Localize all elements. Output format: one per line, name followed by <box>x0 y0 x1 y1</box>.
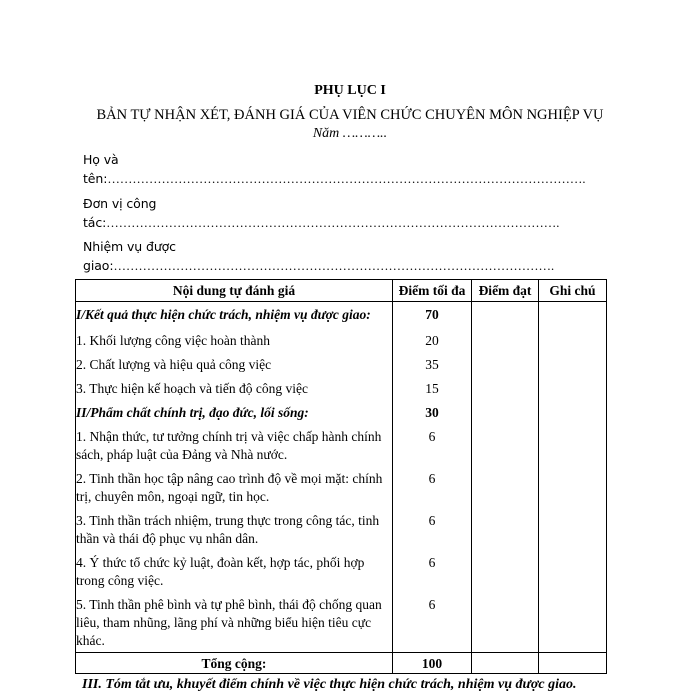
max-score: 6 <box>393 550 472 592</box>
section-row <box>76 302 607 327</box>
achieved-score-cell[interactable] <box>472 424 539 466</box>
achieved-score-cell[interactable] <box>472 376 539 400</box>
total-row <box>76 653 607 674</box>
note-cell[interactable] <box>539 326 607 352</box>
note-cell[interactable] <box>539 466 607 508</box>
table-row <box>76 466 607 508</box>
criterion-text: 3. Tinh thần trách nhiệm, trung thực trong công tác, tinh thần và thái độ phục vụ nhân dân. <box>76 508 393 550</box>
task-label-line1: Nhiệm vụ được <box>83 239 176 254</box>
max-score: 20 <box>393 326 472 352</box>
header-max-score: Điểm tối đa <box>393 280 472 302</box>
task-label-line2: giao: <box>83 258 114 273</box>
max-score: 6 <box>393 466 472 508</box>
note-cell[interactable] <box>539 400 607 424</box>
header-content: Nội dung tự đánh giá <box>76 280 393 302</box>
header-note: Ghi chú <box>539 280 607 302</box>
note-cell[interactable] <box>539 550 607 592</box>
section-heading: II/Phẩm chất chính trị, đạo đức, lối sống: <box>76 400 393 424</box>
achieved-score-cell[interactable] <box>472 326 539 352</box>
achieved-score-cell[interactable] <box>472 466 539 508</box>
table-body <box>76 302 607 653</box>
max-score: 15 <box>393 376 472 400</box>
note-cell[interactable] <box>539 424 607 466</box>
criterion-text: 2. Chất lượng và hiệu quả công việc <box>76 352 393 376</box>
achieved-score-cell[interactable] <box>472 400 539 424</box>
total-note-cell[interactable] <box>539 653 607 674</box>
assessment-table <box>75 279 607 674</box>
table-row <box>76 592 607 653</box>
table-header-row <box>76 280 607 302</box>
table-row <box>76 326 607 352</box>
achieved-score-cell[interactable] <box>472 352 539 376</box>
document-title: PHỤ LỤC I <box>314 83 386 98</box>
note-cell[interactable] <box>539 302 607 327</box>
max-score: 70 <box>393 302 472 327</box>
unit-field <box>83 194 559 233</box>
criterion-text: 2. Tinh thần học tập nâng cao trình độ về mọi mặt: chính trị, chuyên môn, ngoại ngữ, tin học. <box>76 466 393 508</box>
total-value: 100 <box>393 653 472 674</box>
note-cell[interactable] <box>539 508 607 550</box>
max-score: 6 <box>393 508 472 550</box>
unit-fill-dots: ………………………………………………………………………………………………. <box>106 216 560 230</box>
achieved-score-cell[interactable] <box>472 550 539 592</box>
section-row <box>76 400 607 424</box>
max-score: 35 <box>393 352 472 376</box>
achieved-score-cell[interactable] <box>472 508 539 550</box>
name-label-line1: Họ và <box>83 152 119 167</box>
table-row <box>76 550 607 592</box>
section-three-heading: III. Tóm tắt ưu, khuyết điểm chính về việc thực hiện chức trách, nhiệm vụ được giao. <box>82 677 577 692</box>
unit-label-line1: Đơn vị công <box>83 196 157 211</box>
table-row <box>76 376 607 400</box>
name-fill-dots: ……………………………………………………………………………………………………. <box>107 172 586 186</box>
section-heading: I/Kết quả thực hiện chức trách, nhiệm vụ được giao: <box>76 302 393 327</box>
criterion-text: 1. Nhận thức, tư tưởng chính trị và việc chấp hành chính sách, pháp luật của Đảng và Nhà nước. <box>76 424 393 466</box>
document-subtitle: BẢN TỰ NHẬN XÉT, ĐÁNH GIÁ CỦA VIÊN CHỨC CHUYÊN MÔN NGHIỆP VỤ <box>96 107 604 123</box>
max-score: 6 <box>393 424 472 466</box>
criterion-text: 1. Khối lượng công việc hoàn thành <box>76 326 393 352</box>
max-score: 6 <box>393 592 472 653</box>
achieved-score-cell[interactable] <box>472 302 539 327</box>
header-achieved-score: Điểm đạt <box>472 280 539 302</box>
note-cell[interactable] <box>539 376 607 400</box>
table-row <box>76 508 607 550</box>
task-fill-dots: ……………………………………………………………………………………………. <box>113 259 555 273</box>
document-year: Năm ……….. <box>312 126 388 141</box>
criterion-text: 5. Tinh thần phê bình và tự phê bình, thái độ chống quan liêu, tham nhũng, lãng phí và những biểu hiện tiêu cực khác. <box>76 592 393 653</box>
criterion-text: 4. Ý thức tổ chức kỷ luật, đoàn kết, hợp tác, phối hợp trong công việc. <box>76 550 393 592</box>
max-score: 30 <box>393 400 472 424</box>
total-achieved-cell[interactable] <box>472 653 539 674</box>
total-label: Tổng cộng: <box>76 653 393 674</box>
task-field <box>83 237 554 276</box>
name-field <box>83 150 585 189</box>
name-label-line2: tên: <box>83 171 108 186</box>
unit-label-line2: tác: <box>83 215 107 230</box>
note-cell[interactable] <box>539 592 607 653</box>
achieved-score-cell[interactable] <box>472 592 539 653</box>
table-row <box>76 352 607 376</box>
criterion-text: 3. Thực hiện kế hoạch và tiến độ công việc <box>76 376 393 400</box>
table-row <box>76 424 607 466</box>
note-cell[interactable] <box>539 352 607 376</box>
